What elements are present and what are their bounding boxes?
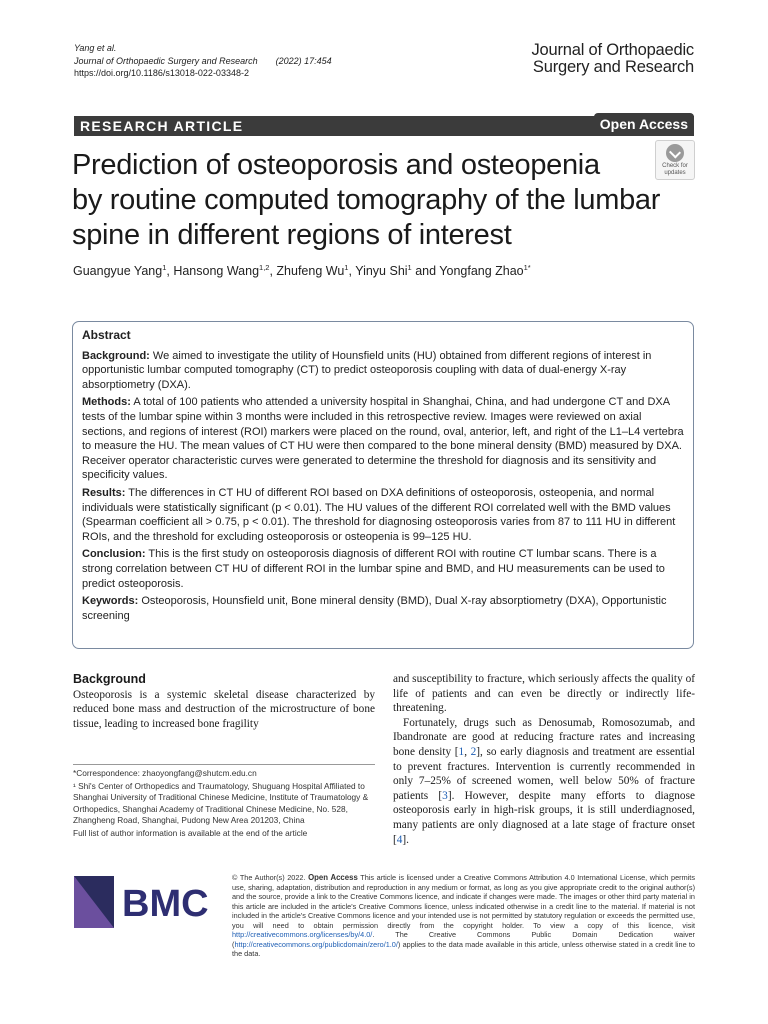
article-type-label: RESEARCH ARTICLE	[80, 118, 244, 134]
article-title	[72, 148, 712, 253]
public-domain-link[interactable]: http://creativecommons.org/publicdomain/zero/1.0/	[234, 939, 398, 949]
journal-logo-line2: Surgery and Research	[532, 58, 694, 76]
license-body: ) applies to the data made available in this article, unless otherwise stated in a credit line to the data.	[232, 939, 695, 958]
license-link[interactable]: http://creativecommons.org/licenses/by/4.0/	[232, 930, 373, 939]
author-separator: ,	[269, 264, 277, 279]
title-line: spine in different regions of interest	[72, 219, 512, 251]
article-meta	[74, 42, 332, 80]
footnote-rule	[73, 764, 375, 765]
author-affil: 1*	[523, 263, 531, 272]
check-for-updates-button[interactable]	[655, 140, 695, 180]
author-list	[73, 263, 531, 278]
body-text: ], so early diagnosis and treatment are essential to prevent fractures. Intervention is currently recommended in only 7–25% of screened women, well below 50% of fracture patients [	[393, 745, 695, 802]
citation-link[interactable]: 2	[470, 745, 477, 758]
doi-link[interactable]: https://doi.org/10.1186/s13018-022-03348-2	[74, 68, 249, 78]
citation-link[interactable]: 3	[442, 789, 448, 802]
body-paragraph: and susceptibility to fracture, which seriously affects the quality of life of patients and can even be directly or indirectly life-threatening.	[393, 673, 695, 715]
body-text: ].	[402, 833, 410, 846]
body-paragraph: Osteoporosis is a systemic skeletal disease characterized by reduced bone mass and destruction of the microstructure of bone tissue, leading to increased bone fragility	[73, 688, 375, 730]
abstract-label: Keywords:	[82, 595, 139, 608]
author-name: Guangyue Yang	[73, 264, 163, 279]
body-text: Fortunately, drugs such as Denosumab, Romosozumab, and Ibandronate are good at reducing fracture rates and increasing bone density [	[393, 716, 695, 758]
body-paragraph	[393, 716, 695, 847]
abstract-label: Conclusion:	[82, 548, 146, 561]
bmc-logo	[74, 874, 214, 930]
author-affil: 1	[162, 263, 167, 272]
author-name: Yongfang Zhao	[439, 264, 524, 279]
body-left-column	[73, 672, 375, 731]
body-text: ]. However, despite many efforts to diagnose osteoporosis early in high-risk groups, it is still underdiagnosed, many patients are only diagnosed at a late stage of fracture onset [	[393, 789, 695, 846]
abstract-label: Results:	[82, 486, 126, 499]
author-name: Hansong Wang	[173, 264, 260, 279]
correspondence: *Correspondence: zhaoyongfang@shutcm.edu.cn	[73, 768, 257, 778]
abstract-methods	[82, 395, 684, 483]
license-text	[232, 873, 695, 959]
abstract-text: Osteoporosis, Hounsfield unit, Bone mineral density (BMD), Dual X-ray absorptiometry (DXA), Opportunistic screening	[82, 595, 667, 622]
title-line: Prediction of osteoporosis and osteopenia	[72, 149, 600, 181]
body-right-column	[393, 672, 695, 847]
section-heading: Background	[73, 672, 146, 686]
abstract-text: We aimed to investigate the utility of Hounsfield units (HU) obtained from different regions of interest in opportunistic lumbar computed tomography (CT) to predict osteoporosis coupling with data of dual-energy X-ray absorptiometry (DXA).	[82, 349, 652, 391]
bmc-logo-text: BMC	[122, 883, 209, 925]
author-and: and	[411, 264, 440, 279]
author-info-note: Full list of author information is available at the end of the article	[73, 828, 308, 839]
author-separator: ,	[166, 264, 174, 279]
license-open-access: Open Access	[308, 873, 358, 882]
author-affil: 1,2	[259, 263, 270, 272]
check-updates-line2: updates	[664, 169, 686, 176]
journal-name: Journal of Orthopaedic Surgery and Research	[74, 55, 258, 66]
abstract-background	[82, 349, 684, 393]
abstract-text: The differences in CT HU of different ROI based on DXA definitions of osteoporosis, osteopenia, and normal individuals were statistically significant (p < 0.01). The HU values of the different ROI correlated well with the BMD values (Spearman coefficient all > 0.75, p < 0.01). The threshold for diagnosing osteoporosis varies from 87 to 111 HU in different ROIs, and the threshold for excluding osteoporosis or osteopenia is 99–125 HU.	[82, 486, 676, 543]
affiliation: ¹ Shi's Center of Orthopedics and Traumatology, Shuguang Hospital Affiliated to Shanghai University of Traditional Chinese Medicine, Institute of Traumatology & Orthopedics, Shanghai Academy of Traditional Chinese Medicine, No. 528, Zhangheng Road, Shanghai, Pudong New Area 201203, China	[73, 781, 369, 825]
check-updates-icon	[666, 144, 684, 162]
abstract-box	[72, 321, 694, 649]
license-body: . The Creative Commons Public Domain Dedication waiver (	[232, 930, 695, 949]
author-affil: 1	[407, 263, 412, 272]
title-line: by routine computed tomography of the lumbar	[72, 184, 661, 216]
abstract-conclusion	[82, 547, 684, 591]
open-access-badge: Open Access	[594, 113, 694, 135]
journal-logo	[531, 42, 694, 76]
citation-link[interactable]: 1	[458, 745, 465, 758]
abstract-heading: Abstract	[82, 328, 131, 342]
footnotes	[73, 764, 375, 841]
author-separator: ,	[348, 264, 356, 279]
abstract-keywords	[82, 594, 684, 623]
journal-logo-line1: Journal of Orthopaedic	[531, 41, 694, 59]
abstract-label: Background:	[82, 349, 150, 362]
license-copyright: © The Author(s) 2022.	[232, 873, 306, 882]
license-body: This article is licensed under a Creative Commons Attribution 4.0 International License, which permits use, sharing, adaptation, distribution and reproduction in any medium or format, as long as you give appropriate credit to the original author(s) and the source, provide a link to the Creative Commons licence, and indicate if changes were made. The images or other third party material in this article are included in the article's Creative Commons licence, unless indicated otherwise in a credit line to the material. If material is not included in the article's Creative Commons licence and your intended use is not permitted by statutory regulation or exceeds the permitted use, you will need to obtain permission directly from the copyright holder. To view a copy of this licence, visit	[232, 873, 695, 930]
abstract-text: A total of 100 patients who attended a university hospital in Shanghai, China, and had undergone CT and DXA tests of the lumbar spine within 3 months were included in this retrospective review. Images were reviewed on axial sections, and regions of interest (ROI) markers were placed on the round, oval, anterior, left, and right of the L1–L4 vertebra to measure the HU. The mean values of CT HU were then compared to the bone mineral density (BMD) measured by DXA. Receiver operator characteristic curves were generated to determine the threshold for diagnosis and its sensitivity and specificity values.	[82, 396, 684, 482]
abstract-text: This is the first study on osteoporosis diagnosis of different ROI with routine CT lumbar scans. There is a strong correlation between CT HU of different ROI in the lumbar spine and BMD, and HU measurements can be used to predict osteoporosis.	[82, 548, 665, 590]
article-type-banner	[74, 116, 694, 136]
year-volume: (2022) 17:454	[275, 55, 332, 66]
citation-link[interactable]: 4	[396, 833, 403, 846]
author-name: Zhufeng Wu	[276, 264, 345, 279]
abstract-label: Methods:	[82, 396, 131, 409]
ref-separator: ,	[464, 745, 471, 758]
author-affil: 1	[344, 263, 349, 272]
author-name: Yinyu Shi	[355, 264, 408, 279]
check-updates-line1: Check for	[662, 163, 688, 169]
author-short: Yang et al.	[74, 43, 117, 53]
abstract-results	[82, 486, 684, 544]
